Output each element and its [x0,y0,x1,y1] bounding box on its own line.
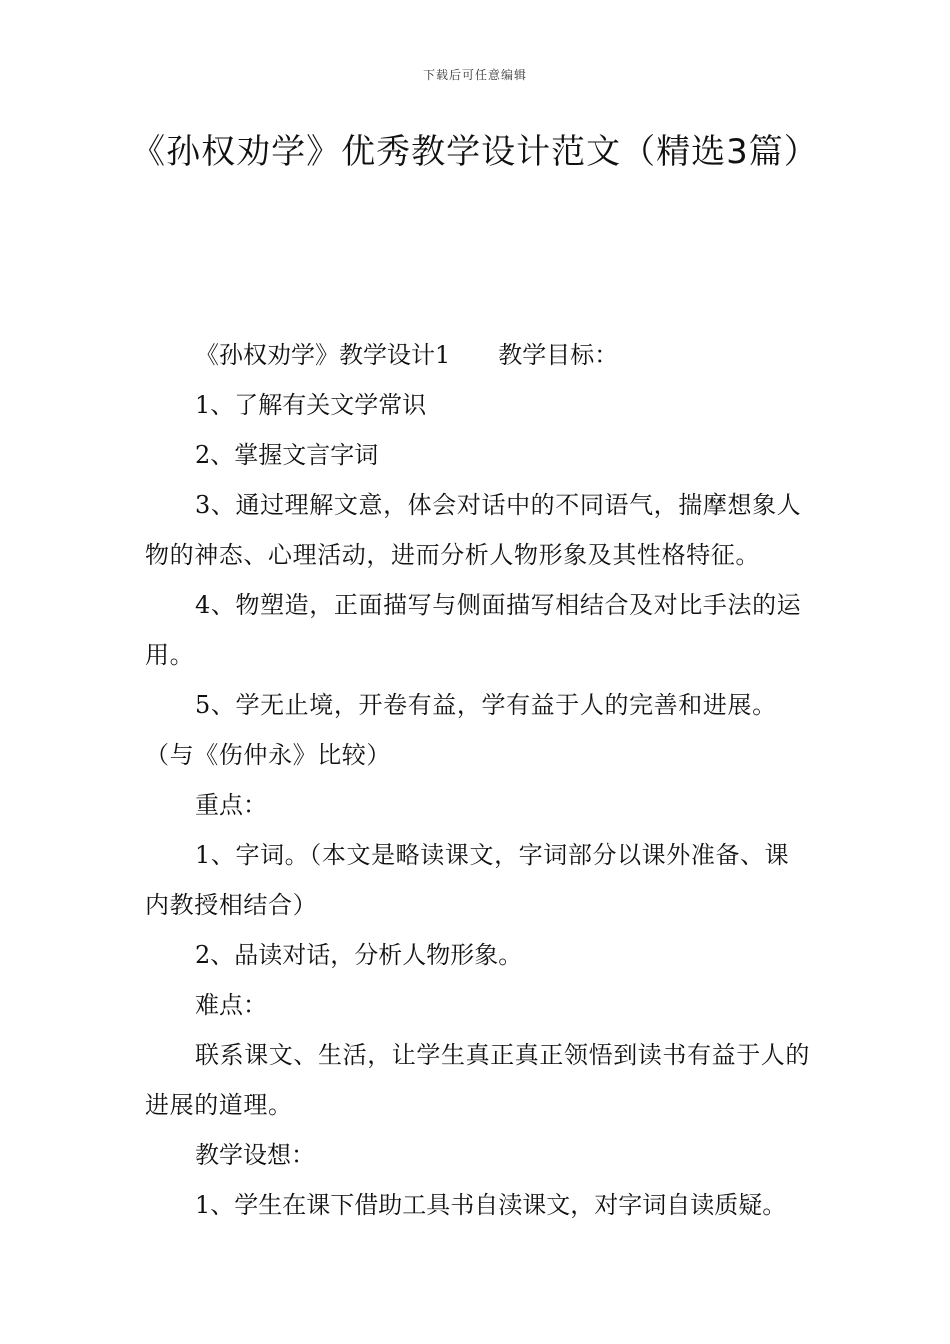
page-header-note: 下载后可任意编辑 [422,68,527,82]
objective-3: 3、通过理解文意，体会对话中的不同语气，揣摩想象人物的神态、心理活动，进而分析人物形象及其性格特征。 [145,491,802,569]
objective-2: 2、掌握文言字词 [195,441,379,469]
section-intro [145,330,810,380]
document-title: 《孙权劝学》优秀教学设计范文（精选3篇） [131,132,819,172]
key-point-2: 2、品读对话，分析人物形象。 [195,941,523,969]
difficulty-text: 联系课文、生活，让学生真正真正领悟到读书有益于人的进展的道理。 [145,1041,810,1119]
objectives-heading: 教学目标： [498,341,619,369]
section-heading: 《孙权劝学》教学设计1 [195,341,451,369]
key-points-heading: 重点： [195,791,267,819]
difficulty-heading: 难点： [195,991,267,1019]
document-body [145,330,810,1230]
objective-5: 5、学无止境，开卷有益，学有益于人的完善和进展。（与《伤仲永》比较） [145,691,777,769]
key-point-1: 1、字词。（本文是略读课文，字词部分以课外准备、课内教授相结合） [145,841,790,919]
teaching-plan-heading: 教学设想： [195,1141,315,1169]
objective-4: 4、物塑造，正面描写与侧面描写相结合及对比手法的运用。 [145,591,802,669]
teaching-plan-step-1: 1、学生在课下借助工具书自渎课文，对字词自读质疑。 [195,1191,787,1219]
objective-1: 1、了解有关文学常识 [195,391,427,419]
